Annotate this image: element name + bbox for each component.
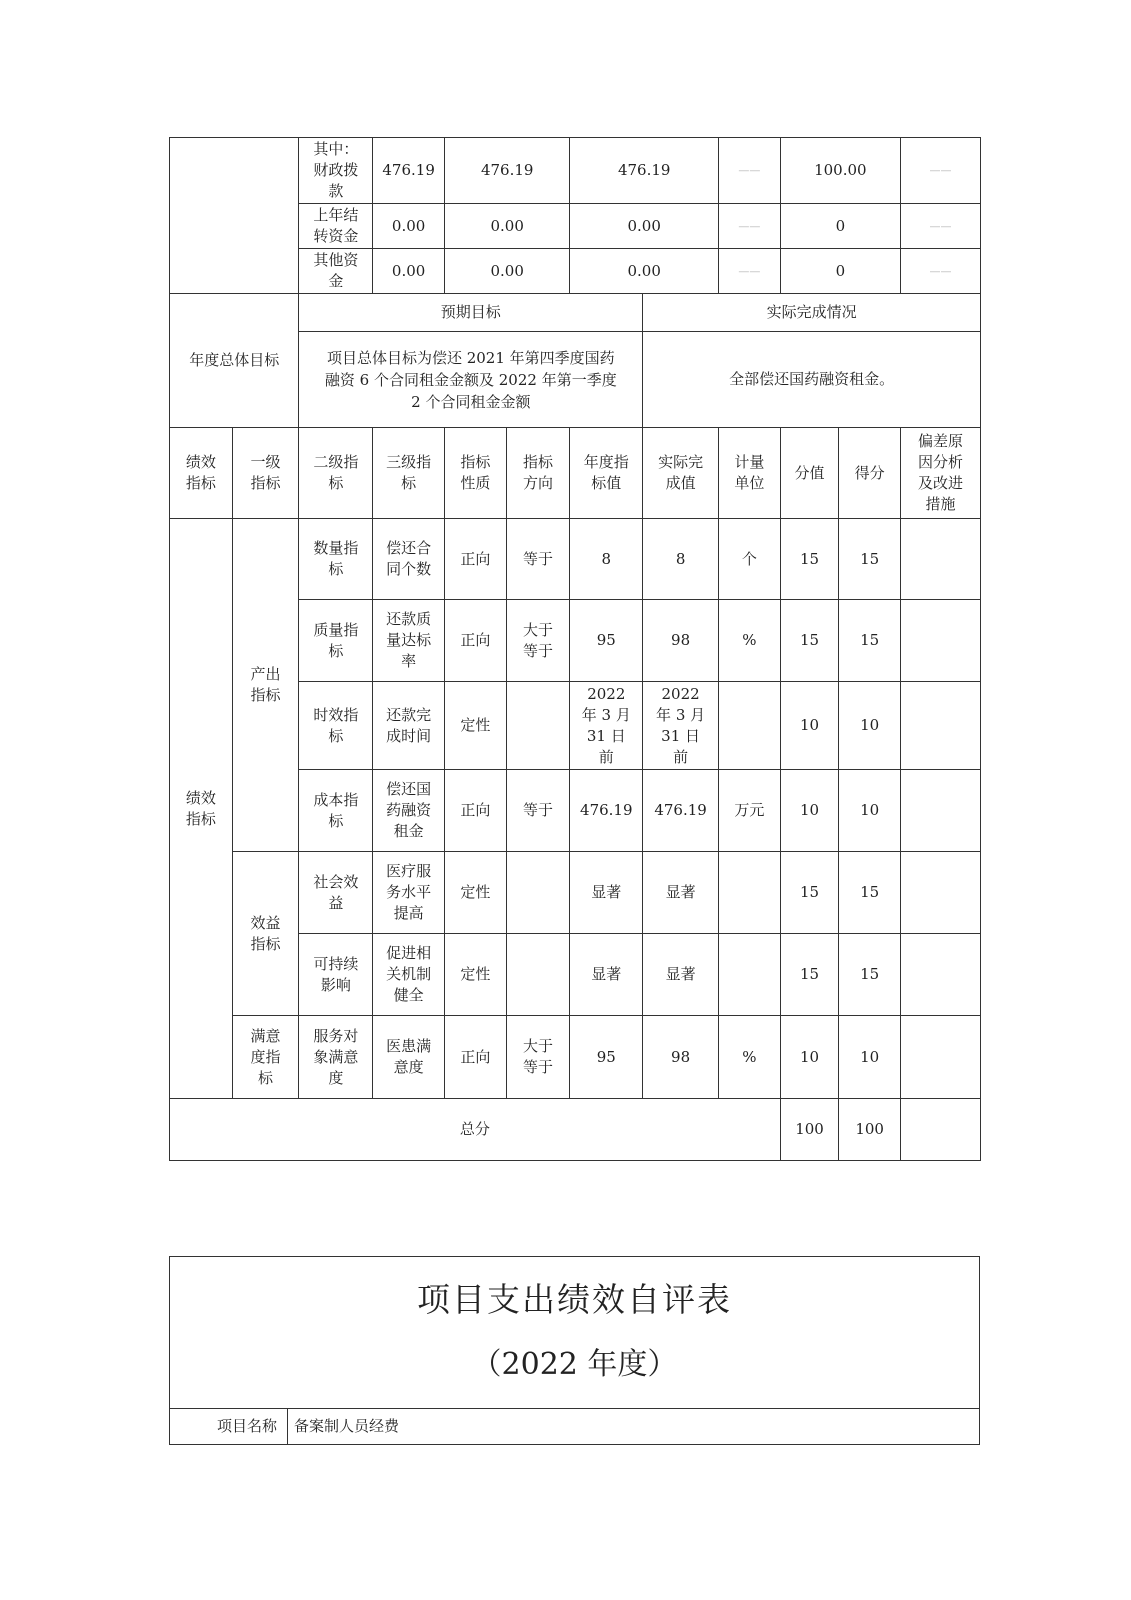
indicator-deviation-note <box>901 682 981 770</box>
total-got-value: 100 <box>839 1099 901 1161</box>
indicator-deviation-note <box>901 600 981 682</box>
indicator-direction <box>506 934 570 1016</box>
funding-value-cell: —— <box>719 249 781 294</box>
indicator-direction: 等于 <box>506 770 570 852</box>
group-output-label: 产出 指标 <box>232 519 299 852</box>
indicator-actual-value: 显著 <box>643 852 719 934</box>
funding-value-cell: —— <box>901 138 981 204</box>
form-title: 项目支出绩效自评表 <box>417 1280 732 1319</box>
indicator-actual-value: 显著 <box>643 934 719 1016</box>
indicator-deviation-note <box>901 1016 981 1099</box>
funding-value-cell: 0.00 <box>570 204 719 249</box>
indicator-level3: 还款完 成时间 <box>373 682 445 770</box>
indicator-level2: 数量指 标 <box>299 519 373 600</box>
header-level2: 二级指 标 <box>299 428 373 519</box>
indicator-level3: 还款质 量达标 率 <box>373 600 445 682</box>
indicator-level2: 时效指 标 <box>299 682 373 770</box>
indicator-target-value: 476.19 <box>570 770 643 852</box>
indicator-target-value: 显著 <box>570 852 643 934</box>
indicator-score: 15 <box>780 852 839 934</box>
total-score-value: 100 <box>780 1099 839 1161</box>
funding-value-cell: 100.00 <box>780 138 900 204</box>
indicator-score: 10 <box>780 1016 839 1099</box>
indicator-level3: 医患满 意度 <box>373 1016 445 1099</box>
indicator-level2: 社会效 益 <box>299 852 373 934</box>
indicator-got: 10 <box>839 682 901 770</box>
indicator-level2: 服务对 象满意 度 <box>299 1016 373 1099</box>
indicator-nature: 定性 <box>445 682 507 770</box>
funding-value-cell: —— <box>719 204 781 249</box>
indicator-level3: 偿还国 药融资 租金 <box>373 770 445 852</box>
indicator-direction: 大于 等于 <box>506 1016 570 1099</box>
indicator-deviation-note <box>901 770 981 852</box>
form-title-cell <box>170 1257 980 1409</box>
project-name-label: 项目名称 <box>170 1409 288 1445</box>
header-unit: 计量 单位 <box>719 428 781 519</box>
funding-value-cell: 0.00 <box>445 204 570 249</box>
annual-goal-label: 年度总体目标 <box>170 294 299 428</box>
indicator-got: 15 <box>839 519 901 600</box>
indicator-score: 15 <box>780 934 839 1016</box>
header-nature: 指标 性质 <box>445 428 507 519</box>
funding-source-label: 其他资 金 <box>299 249 373 294</box>
project-name-value: 备案制人员经费 <box>288 1409 980 1445</box>
total-score-label: 总分 <box>170 1099 781 1161</box>
actual-completion-text: 全部偿还国药融资租金。 <box>643 332 981 428</box>
indicator-target-value: 95 <box>570 1016 643 1099</box>
indicator-nature: 正向 <box>445 519 507 600</box>
indicator-level3: 医疗服 务水平 提高 <box>373 852 445 934</box>
indicator-nature: 定性 <box>445 852 507 934</box>
actual-completion-header: 实际完成情况 <box>643 294 981 332</box>
funding-value-cell: 476.19 <box>570 138 719 204</box>
indicator-nature: 正向 <box>445 600 507 682</box>
indicator-got: 15 <box>839 934 901 1016</box>
indicator-unit: 万元 <box>719 770 781 852</box>
indicator-direction: 大于 等于 <box>506 600 570 682</box>
indicator-got: 15 <box>839 600 901 682</box>
funding-value-cell: 0.00 <box>373 204 445 249</box>
indicator-unit: 个 <box>719 519 781 600</box>
header-actual-value: 实际完 成值 <box>643 428 719 519</box>
header-annual-value: 年度指 标值 <box>570 428 643 519</box>
indicator-actual-value: 98 <box>643 600 719 682</box>
next-form-header-table <box>169 1256 980 1445</box>
indicator-unit <box>719 852 781 934</box>
indicator-target-value: 8 <box>570 519 643 600</box>
indicator-actual-value: 476.19 <box>643 770 719 852</box>
indicator-score: 10 <box>780 770 839 852</box>
header-deviation: 偏差原 因分析 及改进 措施 <box>901 428 981 519</box>
indicator-target-value: 2022 年 3 月 31 日 前 <box>570 682 643 770</box>
header-level3: 三级指 标 <box>373 428 445 519</box>
funding-value-cell: 0 <box>780 204 900 249</box>
indicator-deviation-note <box>901 519 981 600</box>
indicator-nature: 正向 <box>445 770 507 852</box>
form-year: （2022 年度） <box>471 1347 678 1382</box>
indicator-direction <box>506 682 570 770</box>
header-level1: 一级 指标 <box>232 428 299 519</box>
header-score-got: 得分 <box>839 428 901 519</box>
perf-indicator-label: 绩效 指标 <box>170 519 233 1099</box>
indicator-level2: 质量指 标 <box>299 600 373 682</box>
funding-value-cell: 0.00 <box>445 249 570 294</box>
funding-value-cell: 0 <box>780 249 900 294</box>
indicator-got: 15 <box>839 852 901 934</box>
funding-value-cell: 476.19 <box>445 138 570 204</box>
expected-goal-header: 预期目标 <box>299 294 643 332</box>
header-direction: 指标 方向 <box>506 428 570 519</box>
funding-source-label: 其中： 财政拨 款 <box>299 138 373 204</box>
group-benefit-label: 效益 指标 <box>232 852 299 1016</box>
indicator-score: 15 <box>780 519 839 600</box>
funding-value-cell: 0.00 <box>570 249 719 294</box>
indicator-nature: 定性 <box>445 934 507 1016</box>
funding-value-cell: 476.19 <box>373 138 445 204</box>
indicator-got: 10 <box>839 1016 901 1099</box>
indicator-score: 15 <box>780 600 839 682</box>
indicator-unit: % <box>719 1016 781 1099</box>
indicator-level3: 促进相 关机制 健全 <box>373 934 445 1016</box>
indicator-unit <box>719 682 781 770</box>
indicator-got: 10 <box>839 770 901 852</box>
total-note <box>901 1099 981 1161</box>
indicator-nature: 正向 <box>445 1016 507 1099</box>
funding-value-cell: —— <box>901 249 981 294</box>
indicator-deviation-note <box>901 852 981 934</box>
indicator-direction <box>506 852 570 934</box>
header-score-value: 分值 <box>780 428 839 519</box>
indicator-actual-value: 8 <box>643 519 719 600</box>
indicator-score: 10 <box>780 682 839 770</box>
indicator-target-value: 95 <box>570 600 643 682</box>
indicator-level2: 成本指 标 <box>299 770 373 852</box>
header-perf: 绩效 指标 <box>170 428 233 519</box>
blank-left-cell <box>170 138 299 294</box>
indicator-unit <box>719 934 781 1016</box>
indicator-direction: 等于 <box>506 519 570 600</box>
funding-value-cell: 0.00 <box>373 249 445 294</box>
funding-source-label: 上年结 转资金 <box>299 204 373 249</box>
performance-table <box>169 137 981 1161</box>
indicator-deviation-note <box>901 934 981 1016</box>
group-satisfaction-label: 满意 度指 标 <box>232 1016 299 1099</box>
indicator-actual-value: 98 <box>643 1016 719 1099</box>
funding-value-cell: —— <box>719 138 781 204</box>
indicator-actual-value: 2022 年 3 月 31 日 前 <box>643 682 719 770</box>
indicator-level2: 可持续 影响 <box>299 934 373 1016</box>
funding-value-cell: —— <box>901 204 981 249</box>
indicator-unit: % <box>719 600 781 682</box>
indicator-target-value: 显著 <box>570 934 643 1016</box>
expected-goal-text: 项目总体目标为偿还 2021 年第四季度国药 融资 6 个合同租金金额及 2022 年第一季度 2 个合同租金金额 <box>299 332 643 428</box>
indicator-level3: 偿还合 同个数 <box>373 519 445 600</box>
